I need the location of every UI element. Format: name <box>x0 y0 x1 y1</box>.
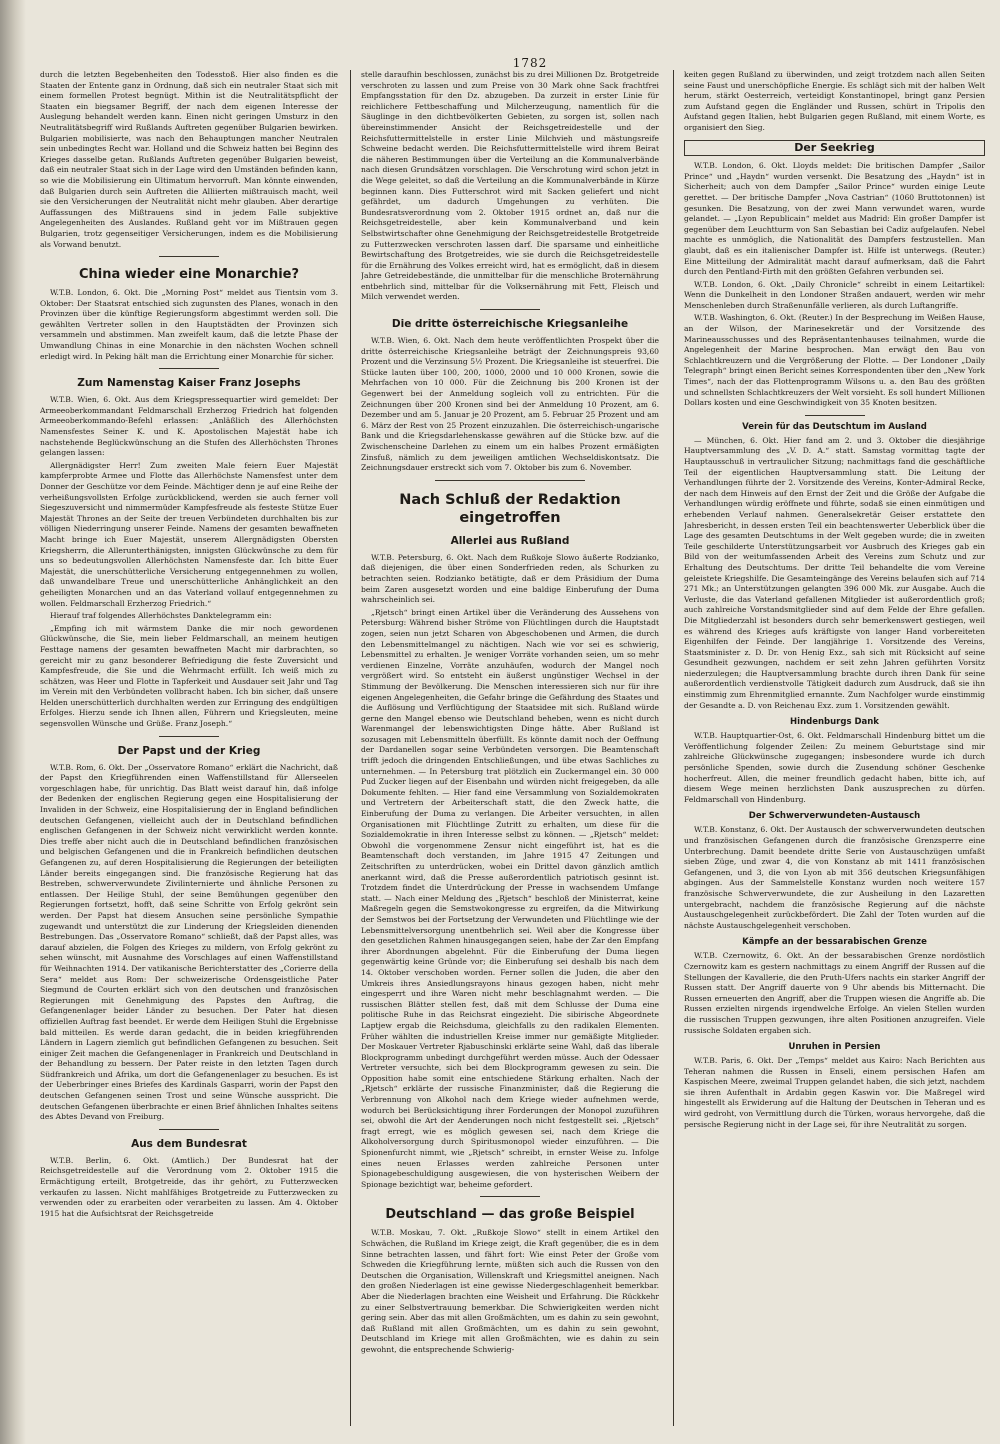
headline-bessarabien: Kämpfe an der bessarabischen Grenze <box>742 937 927 948</box>
headline-papst: Der Papst und der Krieg <box>117 744 261 757</box>
headline-redaktion: Nach Schluß der Redaktion eingetroffen <box>399 491 621 526</box>
page-number: 1782 <box>512 56 548 70</box>
headline-persien: Unruhen in Persien <box>788 1042 881 1053</box>
article-text: W.T.B. Washington, 6. Okt. (Reuter.) In der Besprechung im Weißen Hause, an der Wilson, der Marinesekretär und der Vorsitzende des Marineausschusses und des Repräsentantenhauses teilnahmen, wurde die Angelegenheit der Marine besprochen. Man erwägt den Bau von Schlachtkreuzern und die Vergrößerung der Flotte. — Der Londoner „Daily Telegraph“ bringt einen Bericht seines Korrespondenten über den „New York Times“, nach der das Flottenprogramm Wilsons u. a. den Bau des größten und schnellsten Schlachtkreuzers der Welt vorsieht. Es soll hundert Millionen Dollars kosten und eine Geschwindigkeit von 35 Knoten besitzen. <box>684 313 985 408</box>
headline-hindenburg: Hindenburgs Dank <box>790 717 879 728</box>
article-text: W.T.B. Wien, 6. Okt. Nach dem heute veröffentlichten Prospekt über die dritte österreichische Kriegsanleihe beträgt der Zeichnungspreis 93,60 Prozent und die Verzinsung 5½ Prozent. Die Kriegsanleihe ist steuerfrei. Die Stücke lauten über 100, 200, 1000, 2000 und 10 000 Kronen, sowie die Mehrfachen von 10 000. Für die Zeichnung bis 200 Kronen ist der Gegenwert bei der Anmeldung sogleich voll zu entrichten. Für die Zeichnungen über 200 Kronen sind bei der Anmeldung 10 Prozent, am 6. Dezember und am 5. Januar je 20 Prozent, am 5. Februar 25 Prozent und am 6. März der Rest von 25 Prozent einzuzahlen. Die österreichisch-ungarische Bank und die Kriegsdarlehenskasse gewähren auf die Stücke bzw. auf die Zwischenscheine Darlehen zu einem um ein halbes Prozent ermäßigten Zinsfuß, nämlich zu dem jeweiligen amtlichen Wechseldiskontsatz. Die Zeichnungsdauer erstreckt sich vom 7. Oktober bis zum 6. November. <box>361 336 659 473</box>
separator <box>480 1196 540 1197</box>
column-2 <box>361 70 659 1430</box>
article-text: stelle daraufhin beschlossen, zunächst bis zu drei Millionen Dz. Brotgetreide verschroten zu lassen und zum Preise von 30 Mark ohne Sack frachtfrei Empfangsstation für den Dz. abzugeben. Da zurzeit in erster Linie für reichlichere Fettbeschaffung und Milcherzeugung, namentlich für die Säuglinge in den dichtbevölkerten Gebieten, zu sorgen ist, sollen nach übereinstimmender Ansicht der Reichsgetreidestelle und der Reichsfuttermittelstelle in erster Linie Milchvieh und mästungsreife Schweine bedacht werden. Die Reichsfuttermittelstelle wird ihrem Beirat die näheren Bestimmungen über die Verteilung an die Kommunalverbände nach diesen Grundsätzen vorschlagen. Die Verschrotung wird schon jetzt in die Wege geleitet, so daß die Verteilung an die Kommunalverbände in Kürze beginnen kann. Dies Futterschrot wird mit Sacken geliefert und nicht gefährdet, um dadurch Umgehungen zu verhüten. Die Bundesratsverordnung vom 2. Oktober 1915 ordnet an, daß nur die Reichsgetreidestelle, aber kein Kommunalverband und kein Selbstwirtschafter ohne Genehmigung der Reichsgetreidestelle Brotgetreide zu Futterzwecken verschroten lassen darf. Die sparsame und einheitliche Bewirtschaftung des Brotgetreides, wie sie durch die Reichsgetreidestelle für die Ernährung des Volkes erreicht wird, hat es ermöglicht, daß in diesem Jahre Getreidebestände, die unmittelbar für die menschliche Broternährung entbehrlich sind, mittelbar für die Volksernährung mit Fett, Fleisch und Milch verwendet werden. <box>361 70 659 302</box>
column-3 <box>684 70 985 1430</box>
article-text: W.T.B. Paris, 6. Okt. Der „Temps“ meldet aus Kairo: Nach Berichten aus Teheran nahmen die Russen in Enseli, einem persischen Hafen am Kaspischen Meere, zweimal Truppen gelandet haben, die sich jetzt, nachdem sie ihren Aufenthalt in Ardabin gegen Kaswin vor. Die Maßregel wird hingestellt als Erwiderung auf die Haltung der Deutschen in Teheran und es wird gedroht, von Vermittlung durch die Türken, woraus hervorgehe, daß die persische Regierung nicht in der Lage sei, für ihre Neutralität zu sorgen. <box>684 1056 985 1129</box>
article-text: W.T.B. Rom, 6. Okt. Der „Osservatore Romano“ erklärt die Nachricht, daß der Papst den Kriegführenden einen Waffenstillstand für Allerseelen vorgeschlagen habe, für unrichtig. Das Blatt weist darauf hin, daß infolge der Bedenken der englischen Regierung gegen eine Hospitalisierung der Invaliden in der Schweiz, eine Hospitalisierung der in England befindlichen deutschen Gefangenen, vielleicht auch der in Deutschland befindlichen englischen Gefangenen in der Schweiz nicht verwirklicht werden konnte. Dies treffe aber nicht auch die in Deutschland befindlichen französischen und belgischen Gefangenen und die in Frankreich befindlichen deutschen Gefangenen zu, auf deren Hospitalisierung die Regierungen der beteiligten Länder bereits eingegangen sind. Die französische Regierung hat das Bestreben, schwerverwundete Zivilinternierte und ähnliche Personen zu entlassen. Der Heilige Stuhl, der seine Bemühungen gegenüber den Regierungen fortsetzt, hofft, daß seine Schritte von Erfolg gekrönt sein werden. Der Papst hat diesem Ansuchen seine persönliche Sympathie zugewandt und unterstützt die zur Linderung der Kriegsleiden dienenden Bestrebungen. Das „Osservatore Romano“ schließt, daß der Papst alles, was darauf abzielen, die Folgen des Krieges zu mildern, von Erfolg gekrönt zu sehen wünscht, mit Ausnahme des Vorschlages auf einen Waffenstillstand für Weihnachten 1914. Der vatikanische Berichterstatter des „Corierre della Sera“ meldet aus Rom: Der schweizerische Ordensgeistliche Pater Siegmund de Courten erklärt sich von den deutschen und französischen Regierungen mit Genehmigung des Papstes den Auftrag, die Gefangenenlager beider Länder zu besuchen. Der Pater hat diesen offiziellen Auftrag fast beendet. Er werde dem Heiligen Stuhl die Ergebnisse bald mitteilen. Es werde daran gedacht, die in beiden kriegführenden Ländern in Lagern ziemlich gut befindlichen Gefangenen zu besuchen. Seit einiger Zeit machen die Gefangenenlager in Frankreich und Deutschland in der Behandlung zu bessern. Der Pater reiste in den letzten Tagen durch Südfrankreich und Afrika, um dort die Gefangenenlager zu besuchen. Es ist der Ueberbringer eines Briefes des Kardinals Gasparri, worin der Papst den deutschen Gefangenen seinen Trost und seine Wünsche ausspricht. Die deutschen Gefangenen überbrachte er einen Brief ähnlichen Inhaltes seitens des Abtes Devand von Freiburg. <box>40 762 338 1122</box>
separator <box>480 309 540 310</box>
separator <box>805 415 865 416</box>
page-binding-edge <box>0 0 26 1444</box>
separator <box>159 368 219 369</box>
separator <box>159 736 219 737</box>
column-rule <box>673 70 674 1426</box>
headline-china: China wieder eine Monarchie? <box>78 267 300 283</box>
separator <box>435 480 585 481</box>
article-text: W.T.B. Moskau, 7. Okt. „Rußkoje Slowo“ stellt in einem Artikel den Schwächen, die Rußland im Kriege zeigt, die Kraft gegenüber, die es in dem Sinne betrachten lassen, und fährt fort: Wie einst Peter der Große vom Schweden die Kriegführung lernte, müßten sich auch die Russen von den Deutschen die Organisation, Willenskraft und Kriegsmittel aneignen. Nach den großen Niederlagen ist eine gewisse Niedergeschlagenheit bemerkbar. Aber die Niederlagen brachten eine Weisheit und Erfahrung. Die Rückkehr zu einer Selbstvertrauung bemerkbar. Die Schwierigkeiten werden nicht gering sein. Aber das mit allen Großmächten, um es dahin zu sein gewohnt, daß Rußland mit allen Großmächten, um es dahin zu sein gewohnt, Deutschland im Kriege mit allen Großmächten, wie es dahin zu sein gewohnt, die entsprechende Schwierig- <box>361 1228 659 1354</box>
article-text: — München, 6. Okt. Hier fand am 2. und 3. Oktober die diesjährige Hauptversammlung des „V. D. A.“ statt. Samstag vormittag tagte der Hauptausschuß in vertraulicher Sitzung; nachmittags fand die geschäftliche Teil der eigentlichen Hauptversammlung statt. Die Leitung der Verhandlungen führte der 2. Vorsitzende des Vereins, Konter-Admiral Recke, der nach dem Hinweis auf den Ernst der Zeit und die Größe der Aufgabe die Verhandlungen würdig eröffnete und führte, sodaß sie einen einmütigen und erhebenden Verlauf nahmen. Generalsekretär Geiser erstattete den Jahresbericht, in dessen ersten Teil ein beachtenswerter Ueberblick über die Lage des gesamten Deutschtums in der Welt gegeben wurde; die in zweiten Teile geschilderte Unterstützungsarbeit vor Ausbruch des Krieges gab ein Bild von der weitumfassenden Arbeit des Vereins zum Schutz und zur Erhaltung des Deutschtums. Der dritte Teil behandelte die vom Vereine geleistete Kriegshilfe. Die Gesamteingänge des Vereins belaufen sich auf 714 271 Mk.; an Unterstützungen gelangten 396 000 Mk. zur Ausgabe. Auch die Verluste, die das Vaterland gefallenen Mitglieder ist außerordentlich groß; auch zahlreiche Vorstandsmitglieder sind auf dem Felde der Ehre gefallen. Die Mitgliederzahl ist besonders durch sehr bemerkenswert gestiegen, weil es während des Krieges aufs kräftigste von langer Hand vorbereiteten Eigenhilfen der Feinde. Der langjährige 1. Vorsitzende des Vereins, Staatsminister z. D. Dr. von Henig Exz., sah sich mit Rücksicht auf seine Gesundheit gezwungen, nachdem er seit zehn Jahren geführten Vorsitz niederzulegen; die Hauptversammlung brachte durch ihren Dank für seine außerordentlich verdienstvolle Tätigkeit dadurch zum Ausdruck, daß sie ihn einstimmig zum Ehrenmitglied ernannte. Zum Nachfolger wurde einstimmig der Gesandte a. D. von Reichenau Exz. zum 1. Vorsitzenden gewählt. <box>684 435 985 710</box>
headline-bundesrat: Aus dem Bundesrat <box>131 1137 247 1150</box>
headline-kriegsanleihe: Die dritte österreichische Kriegsanleihe <box>391 318 629 331</box>
article-text: W.T.B. Wien, 6. Okt. Aus dem Kriegspressequartier wird gemeldet: Der Armeeoberkommandant Feldmarschall Erzherzog Friedrich hat folgenden Armeeoberkommando-Befehl erlassen: „Anläßlich des Allerhöchsten Namensfestes Seiner K. und K. Apostolischen Majestät habe ich nachstehende Beglückwünschung an die Stufen des Allerhöchsten Thrones gelangen lassen: <box>40 395 338 458</box>
article-text: Allergnädigster Herr! Zum zweiten Male feiern Euer Majestät kampferprobte Armee und Flotte das Allerhöchste Namensfest unter dem Donner der Geschütze vor dem Feinde. Mächtiger denn je auf eine Reihe der verheißungsvollsten Erfolge zurückblickend, werden sie auch ferner voll Siegeszuversicht und nimmermüder Kampfesfreude als festeste Stütze Euer Majestät Thrones an der Seite der treuen Verbündeten durchhalten bis zur völligen Niederringung unserer Feinde. Namens der gesamten bewaffneten Macht bringe ich Euer Majestät, unserem Allergnädigsten Obersten Kriegsherrn, die Allerunterthänigsten, innigsten Glückwünsche zu dem für uns so bedeutungsvollen Allerhöchsten Namensfeste dar. Ich bitte Euer Majestät, die unerschütterliche Versicherung entgegennehmen zu wollen, daß unwandelbare Treue und unerschütterliche Anhänglichkeit an den geheiligten Monarchen und an das Vaterland vollauf entgegennehmen zu wollen. Feldmarschall Erzherzog Friedrich.“ <box>40 460 338 608</box>
separator <box>159 256 219 257</box>
article-text: W.T.B. Hauptquartier-Ost, 6. Okt. Feldmarschall Hindenburg bittet um die Veröffentlichung folgender Zeilen: Zu meinem Geburtstage sind mir zahlreiche Glückwünsche zugegangen; insbesondere wurde ich durch persönliche Spenden, sowie durch die Zusendung schöner Geschenke hocherfreut. Allen, die meiner freundlich gedacht haben, bitte ich, auf diesem Wege meinen herzlichsten Dank auszusprechen zu dürfen. Feldmarschall von Hindenburg. <box>684 731 985 804</box>
article-text: W.T.B. Konstanz, 6. Okt. Der Austausch der schwerverwundeten deutschen und französischen Gefangenen durch die französische Grenzsperre eine Unterbrechung. Damit beendete dritte Serie von Austauschzügen umfaßt sieben Züge, und zwar 4, die von Konstanz ab mit 1411 französischen Gefangenen, und 3, die von Lyon ab mit 356 deutschen Kriegsunfähigen abgingen. Aus der Sammelstelle Konstanz wurden noch weitere 157 französische Schwerverwundete, die zur Ausheilung in den Lazaretten untergebracht, nachdem die französische Regierung auf die nächste Austauschgelegenheit zurückbefördert. Die Zahl der Toten wurden auf die nächste Austauschgelegenheit verschoben. <box>684 825 985 930</box>
article-text: W.T.B. London, 6. Okt. Lloyds meldet: Die britischen Dampfer „Sailor Prince“ und „Haydn“ wurden versenkt. Die Besatzung des „Haydn“ ist in Sicherheit; auch von dem Dampfer „Sailor Prince“ wurden einige Leute gerettet. — Der britische Dampfer „Nova Castrian“ (1060 Bruttotonnen) ist gesunken. Die Besatzung, von der zwei Mann verwundet waren, wurde gelandet. — „Lyon Republicain“ meldet aus Madrid: Ein großer Dampfer ist gegenüber dem Leuchtturm von San Sebastian bei Cadiz aufgelaufen. Nebel machte es unmöglich, die Nationalität des Dampfers festzustellen. Man glaubt, daß es ein italienischer Dampfer ist. Hilfe ist unterwegs. (Reuter.) Eine Mitteilung der Admiralität macht darauf aufmerksam, daß die Fahrt durch den Pentland-Firth mit den größten Gefahren verbunden sei. <box>684 161 985 277</box>
headline-austausch: Der Schwerverwundeten-Austausch <box>748 811 921 822</box>
article-text: „Empfing ich mit wärmstem Danke die mir noch gewordenen Glückwünsche, die Sie, mein lieber Feldmarschall, an meinem heutigen Festtage namens der gesamten bewaffneten Macht mir darbrachten, so gereicht mir zu ganz besonderer Befriedigung die feste Zuversicht und Kampfesfreude, die Sie und die Wehrmacht erfüllt. Ich weiß mich zu schätzen, was Heer und Flotte in Tapferkeit und Ausdauer seit Jahr und Tag im Verein mit den Verbündeten vollbracht haben. Ich bin sicher, daß unsere Helden unerschütterlich durchhalten werden zur Erringung des endgültigen Erfolges. Hierzu sende ich Ihnen allen, Führern und Kriegsleuten, meine segensvollen Wünsche und Grüße. Franz Joseph.“ <box>40 623 338 729</box>
article-text: „Rjetsch“ bringt einen Artikel über die Veränderung des Aussehens von Petersburg: Während bisher Ströme von Flüchtlingen durch die Hauptstadt zogen, seien nun jetzt Scharen von Abgeschobenen und Armen, die durch den Lebensmittelmangel zu nächtigen. Nach wie vor sei es schwierig, Lebensmittel zu erhalten. Je weniger Vorräte vorhanden seien, um so mehr verdienen Einzelne, Vorräte anzuhäufen, wodurch der Mangel noch vergrößert wird. So entsteht ein äußerst ungünstiger Wechsel in der Stimmung der Bevölkerung. Die Menschen interessieren sich nur für ihre eigenen Angelegenheiten, die Gefahr bringe die Gefährdung des Staates und die Auflösung und Verflüchtigung der Staatsidee mit sich. Rußland würde gerne den Mangel ebenso wie Deutschland beheben, wenn es nicht durch Warenmangel der lebenswichtigsten Dinge hätte. Aber Rußland ist sozusagen mit Lebensmitteln überfüllt. Es könnte damit noch der Oeffnung der Dardanellen sogar seine Verbündeten versorgen. Die Beamtenschaft trifft jedoch die dringenden Entschließungen, und übe etwas Sachliches zu unternehmen. — In Petersburg trat plötzlich ein Zuckermangel ein. 30 000 Pud Zucker liegen auf der Eisenbahn und würden nicht freigegeben, da alle Dokumente fehlten. — Hier fand eine Versammlung von Sozialdemokraten und Vertretern der Arbeiterschaft statt, die den Zweck hatte, die Einberufung der Duma zu verlangen. Die Arbeiter versuchten, in allen Organisationen mit Flüchtlinge Zutritt zu erhalten, um diese für die Sozialdemokratie in ihren Interesse selbst zu können. — „Rjetsch“ meldet: Obwohl die vorgenommene Zensur nicht eingeführt ist, hat es die Beamtenschaft doch verstanden, im Jahre 1915 47 Zeitungen und Zeitschriften zu unterdrücken, wobei ein Drittel davon gänzlich amtlich anerkannt wird, daß die Presse außerordentlich patriotisch gesinnt ist. Trotzdem findet die Unterdrückung der Presse in wachsendem Umfange statt. — Nach einer Meldung des „Rjetsch“ beschloß der Ministerrat, keine Maßregeln gegen die Semstwokongresse zu ergreifen, da die Mitwirkung der Semstwos bei der Fortsetzung der Verwundeten und Flüchtlinge wie der Lebensmittelversorgung unentbehrlich sei. Weil aber die Kongresse über den gesetzlichen Rahmen hinausgegangen seien, habe der Zar den Empfang ihrer Abordnungen abgelehnt. Für die Einberufung der Duma liegen gegenwärtig keine Gründe vor; die Einberufung sei deshalb bis nach dem 14. Oktober verschoben worden. Ferner sollen die Juden, die aber den Umkreis ihres Ansiedlungsrayons hinaus gezogen haben, nicht mehr eingesperrt und ihre Waren nicht mehr beschlagnahmt werden. — Die russischen Blätter stellen fest, daß mit dem Schlusse der Duma eine politische Ruhe in das Reichsrat eingezieht. Die sibirische Abgeordnete Laptjew ergab die Reichsduma, gleichfalls zu den radikalen Elementen. Früher wählten die industriellen Kreise immer nur gemäßigte Mitglieder. Der Moskauer Vertreter Rjabuschinski erklärte seine Wahl, daß das liberale Blockprogramm unbedingt durchgeführt werden müsse. Auch der Odessaer Vertreter versuchte, sich bei dem Blockprogramm gewesen zu sein. Die Opposition habe somit eine entschiedene Stärkung erhalten. Nach der „Rjetsch“ erklärte der russische Finanzminister, daß die Regierung die Verbrennung von Alkohol nach dem Kriege wieder aufnehmen werde, wodurch bei Berücksichtigung ihrer Forderungen der Monopol zuzuführen sei, obwohl die Art der Aenderungen noch nicht festgestellt sei. „Rjetsch“ fragt erregt, wie es möglich gewesen sei, nach dem Kriege die Alkoholversorgung durch Spiritusmonopol wieder einzuführen. — Die Spionenfurcht nimmt, wie „Rjetsch“ schreibt, in ernster Weise zu. Infolge eines neuen Erlasses werden zahlreiche Personen unter Spionagebeschuldigung ausgewiesen, die von hysterischen Weibern der Spionage bezichtigt war, beheime gefordert. <box>361 607 659 1189</box>
headline-seekrieg: Der Seekrieg <box>684 140 985 157</box>
headline-verein: Verein für das Deutschtum im Ausland <box>742 421 927 432</box>
article-text: W.T.B. London, 6. Okt. Die „Morning Post“ meldet aus Tientsin vom 3. Oktober: Der Staatsrat entschied sich zugunsten des Planes, wonach in den Provinzen über die künftige Regierungsform abgestimmt werden soll. Die gewählten Vertreter sollen in den Hauptstädten der Provinzen sich versammeln und abstimmen. Man zweifelt kaum, daß die letzte Phase der Umwandlung Chinas in eine Monarchie in den nächsten Wochen schnell erledigt wird. In Peking hält man die Errichtung einer Monarchie für sicher. <box>40 288 338 361</box>
column-1 <box>40 70 338 1430</box>
article-text: durch die letzten Begebenheiten den Todesstoß. Hier also finden es die Staaten der Entente ganz in Ordnung, daß sich ein neutraler Staat sich mit einem formellen Protest begnügt. Mithin ist die Neutralitätspflicht der Staaten ein biegsamer Begriff, der nach dem eigenen Interesse der Auslegung behandelt werden kann. Einen nicht geringen Umsturz in den Neutralitätsbegriff wird Rußlands Auftreten gegenüber Bulgarien bewirken. Bulgarien mobilisierte, was nach den Behauptungen mancher Neutralen sein unbedingtes Recht war. Holland und die Schweiz hatten bei Beginn des Krieges dasselbe getan. Rußlands Auftreten gegenüber Bulgarien beweist, daß ein neutraler Staat sich in der Lage wird den Umständen befinden kann, so wie die Mobilisierung ein Ultimatum hervorruft. Man könnte einwenden, daß Bulgarien durch sein Auftreten die Alliierten mißtrauisch macht, weil sie den Versicherungen der Neutralität nicht mehr glauben. Aber derartige Auffassungen des Mißtrauens sind in jedem Falle subjektive Angelegenheiten des Auslandes. Rußland geht vor im Mißtrauen gegen Bulgarien, trotz gegenseitiger Versicherungen, indem es die Mobilisierung als Vorwand benutzt. <box>40 70 338 249</box>
separator <box>159 1129 219 1130</box>
column-rule <box>350 70 351 1426</box>
article-text: Hierauf traf folgendes Allerhöchstes Danktelegramm ein: <box>50 611 272 621</box>
article-text: W.T.B. Berlin, 6. Okt. (Amtlich.) Der Bundesrat hat der Reichsgetreidestelle auf die Verordnung vom 2. Oktober 1915 die Ermächtigung erteilt, Brotgetreide, das ihr gehört, zu Futterzwecken verkaufen zu lassen. Nicht mahlfähiges Brotgetreide zu Futterzwecken zu verwenden oder zu erarbeiten oder verarbeiten zu lassen. Am 4. Oktober 1915 hat die Aufsichtsrat der Reichsgetreide <box>40 1155 338 1218</box>
headline-namenstag: Zum Namenstag Kaiser Franz Josephs <box>77 377 301 390</box>
newspaper-page <box>40 56 985 1436</box>
article-text: keiten gegen Rußland zu überwinden, und zeigt trotzdem nach allen Seiten seine Faust und unerschöpfliche Energie. Es schlägt sich mit der halben Welt herum, stärkt Oesterreich, verteidigt Konstantinopel, bringt ganz Persien zum Aufstand gegen die Engländer und Russen, schürt in Tripolis den Aufstand gegen Italien, hebt Bulgarien gegen Rußland, mit einem Worte, es organisiert den Sieg. <box>684 70 985 132</box>
article-text: W.T.B. Czernowitz, 6. Okt. An der bessarabischen Grenze nordöstlich Czernowitz kam es gestern nachmittags zu einem Angriff der Russen auf die Stellungen der Kavallerie, die den Pruth-Ufers nachts ein starker Angriff der Russen statt. Der Angriff dauerte von 9 Uhr abends bis Mitternacht. Die Russen erneuerten den Angriff, aber die Truppen wiesen die Angriffe ab. Die Russen erzielten nirgends irgendwelche Erfolge. An vielen Stellen wurden die russischen Truppen gezwungen, ihre alten Positionen anzugreifen. Viele russische Soldaten ergaben sich. <box>684 951 985 1035</box>
article-text: W.T.B. Petersburg, 6. Okt. Nach dem Rußkoje Slowo äußerte Rodzianko, daß diejenigen, die über einen Sonderfrieden reden, als Schurken zu betrachten seien. Rodzianko betätigte, daß er dem Präsidium der Duma beim Zaren ausgesetzt worden und eine baldige Einberufung der Duma wahrscheinlich sei. <box>361 552 659 605</box>
headline-russland: Allerlei aus Rußland <box>450 534 570 547</box>
article-text: W.T.B. London, 6. Okt. „Daily Chronicle“ schreibt in einem Leitartikel: Wenn die Dunkelheit in den Londoner Straßen andauert, werden wir mehr Menschenleben durch Straßenunfälle verlieren, als durch Luftangriffe. <box>684 279 985 310</box>
headline-deutschland: Deutschland — das große Beispiel <box>385 1207 635 1223</box>
